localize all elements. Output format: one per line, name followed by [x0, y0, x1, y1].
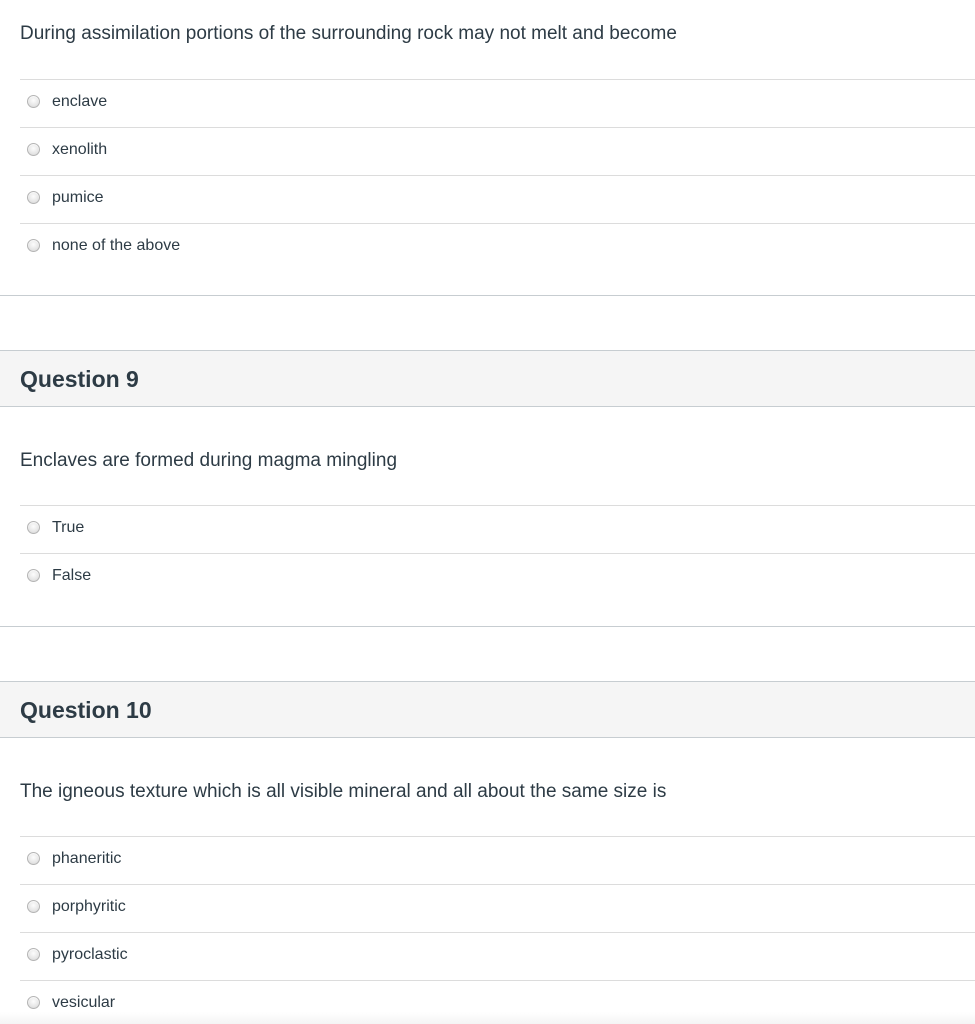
answer-option-xenolith[interactable]: [20, 127, 975, 174]
answer-label: pumice: [52, 189, 104, 206]
answer-option-none-of-the-above[interactable]: [20, 223, 975, 270]
answer-label: pyroclastic: [52, 946, 128, 963]
scroll-fade: [0, 1012, 975, 1024]
answer-option-pumice[interactable]: [20, 175, 975, 222]
answer-option-false[interactable]: [20, 553, 975, 600]
radio-button-icon[interactable]: [27, 900, 40, 913]
radio-button-icon[interactable]: [27, 239, 40, 252]
question-9-text: Enclaves are formed during magma mingling: [20, 450, 398, 471]
answer-option-phaneritic[interactable]: [20, 836, 975, 883]
question-10-header: [0, 681, 975, 738]
question-9-header: [0, 350, 975, 407]
answer-label: False: [52, 567, 92, 584]
question-divider: [0, 626, 975, 627]
answer-label: phaneritic: [52, 850, 122, 867]
radio-button-icon[interactable]: [27, 95, 40, 108]
answer-option-pyroclastic[interactable]: [20, 932, 975, 979]
answer-label: vesicular: [52, 994, 116, 1011]
answer-option-true[interactable]: [20, 505, 975, 552]
answer-label: xenolith: [52, 141, 108, 158]
question-divider: [0, 295, 975, 296]
radio-button-icon[interactable]: [27, 996, 40, 1009]
answer-label: True: [52, 519, 85, 536]
question-10-title: Question 10: [20, 697, 152, 723]
question-10-text: The igneous texture which is all visible mineral and all about the same size is: [20, 781, 667, 802]
question-9-title: Question 9: [20, 366, 139, 392]
radio-button-icon[interactable]: [27, 521, 40, 534]
radio-button-icon[interactable]: [27, 852, 40, 865]
answer-label: none of the above: [52, 237, 181, 254]
radio-button-icon[interactable]: [27, 143, 40, 156]
answer-option-porphyritic[interactable]: [20, 884, 975, 931]
radio-button-icon[interactable]: [27, 191, 40, 204]
radio-button-icon[interactable]: [27, 569, 40, 582]
answer-label: porphyritic: [52, 898, 126, 915]
radio-button-icon[interactable]: [27, 948, 40, 961]
answer-label: enclave: [52, 93, 108, 110]
answer-option-enclave[interactable]: [20, 79, 975, 126]
question-8-text: During assimilation portions of the surrounding rock may not melt and become: [20, 23, 677, 44]
